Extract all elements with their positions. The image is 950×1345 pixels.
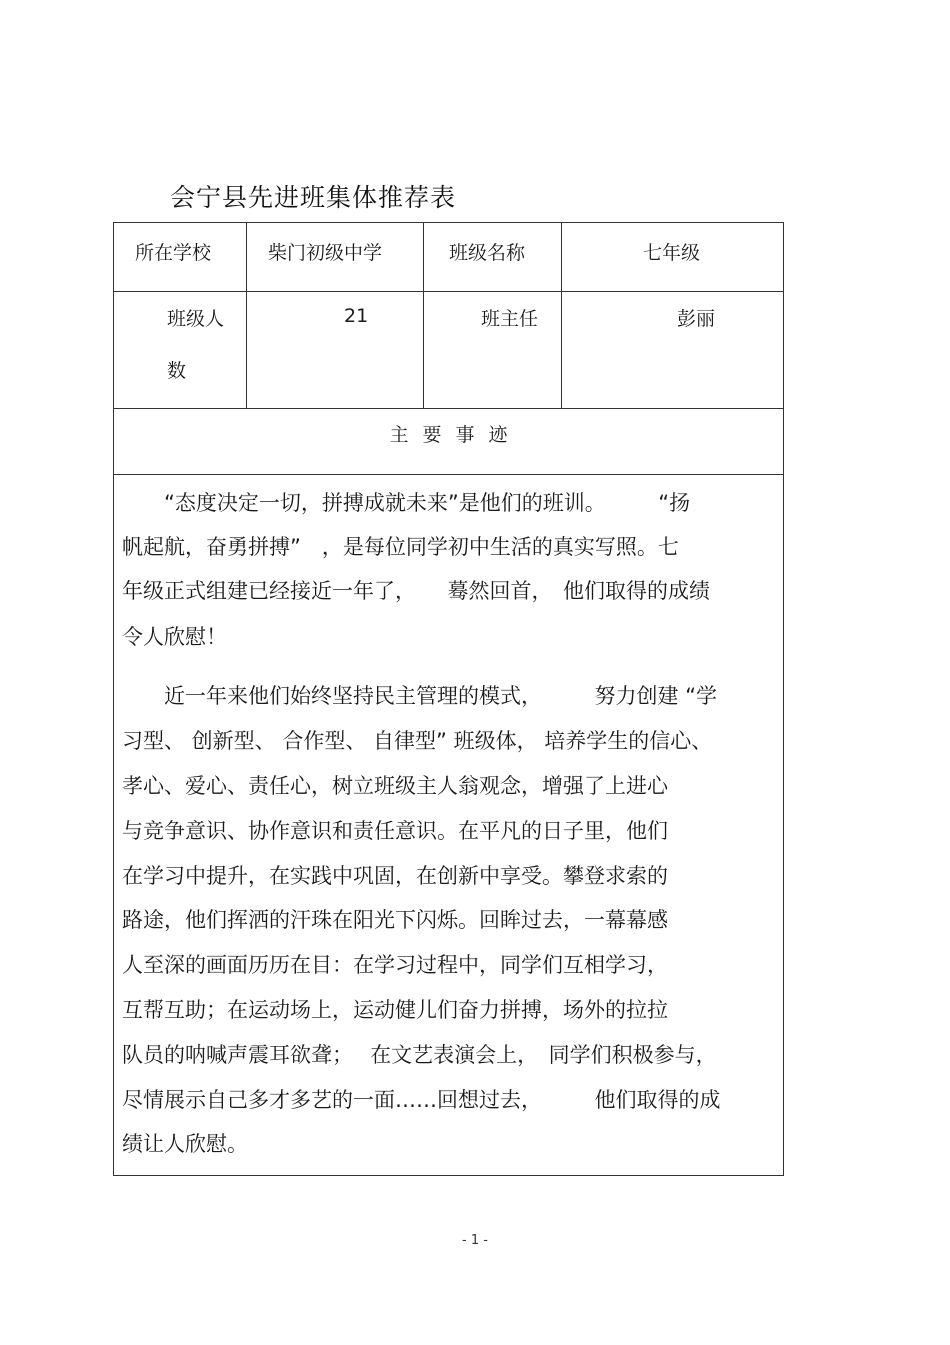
form-title: 会宁县先进班集体推荐表 <box>170 183 457 212</box>
class-name-label: 班级名称 <box>449 242 526 264</box>
deeds-text-line: 孝心、爱心、责任心，树立班级主人翁观念，增强了上进心 <box>122 774 668 798</box>
deeds-text-line: 习型、 创新型、 合作型、 自律型” 班级体， 培养学生的信心、 <box>122 729 713 753</box>
row-divider <box>114 474 783 475</box>
main-deeds-header: 主要事迹 <box>389 424 522 446</box>
column-divider <box>246 223 247 408</box>
deeds-text-line: 人至深的画面历历在目：在学习过程中，同学们互相学习， <box>122 953 668 977</box>
deeds-text-line: “态度决定一切，拼搏成就未来”是他们的班训。 “扬 <box>122 491 691 515</box>
head-teacher-value: 彭丽 <box>677 308 716 330</box>
class-size-value: 21 <box>344 305 369 327</box>
class-size-label: 班级人 <box>167 308 225 330</box>
deeds-text-line: 近一年来他们始终坚持民主管理的模式， 努力创建 “学 <box>122 684 718 708</box>
school-value: 柴门初级中学 <box>268 242 383 264</box>
recommendation-table <box>113 222 784 1176</box>
column-divider <box>561 223 562 408</box>
deeds-text-line: 绩让人欣慰。 <box>122 1132 248 1156</box>
deeds-text-line: 年级正式组建已经接近一年了， 蓦然回首， 他们取得的成绩 <box>122 579 710 603</box>
deeds-text-line: 在学习中提升，在实践中巩固，在创新中享受。攀登求索的 <box>122 864 668 888</box>
row-divider <box>114 291 783 292</box>
deeds-text-line: 互帮互助；在运动场上，运动健儿们奋力拼搏，场外的拉拉 <box>122 998 668 1022</box>
head-teacher-label: 班主任 <box>481 308 539 330</box>
deeds-text-line: 令人欣慰！ <box>122 625 227 649</box>
deeds-text-line: 路途，他们挥洒的汗珠在阳光下闪烁。回眸过去，一幕幕感 <box>122 908 668 932</box>
deeds-text-line: 帆起航，奋勇拼搏” ，是每位同学初中生活的真实写照。七 <box>122 535 679 559</box>
deeds-text-line: 队员的呐喊声震耳欲聋； 在文艺表演会上， 同学们积极参与， <box>122 1043 717 1067</box>
class-size-label-continued: 数 <box>167 360 187 382</box>
deeds-text-line: 尽情展示自己多才多艺的一面……回想过去， 他们取得的成 <box>122 1088 721 1112</box>
page-number: - 1 - <box>462 1233 488 1248</box>
row-divider <box>114 408 783 409</box>
column-divider <box>423 223 424 408</box>
school-label: 所在学校 <box>135 242 212 264</box>
class-name-value: 七年级 <box>643 242 701 264</box>
deeds-text-line: 与竞争意识、协作意识和责任意识。在平凡的日子里，他们 <box>122 819 668 843</box>
